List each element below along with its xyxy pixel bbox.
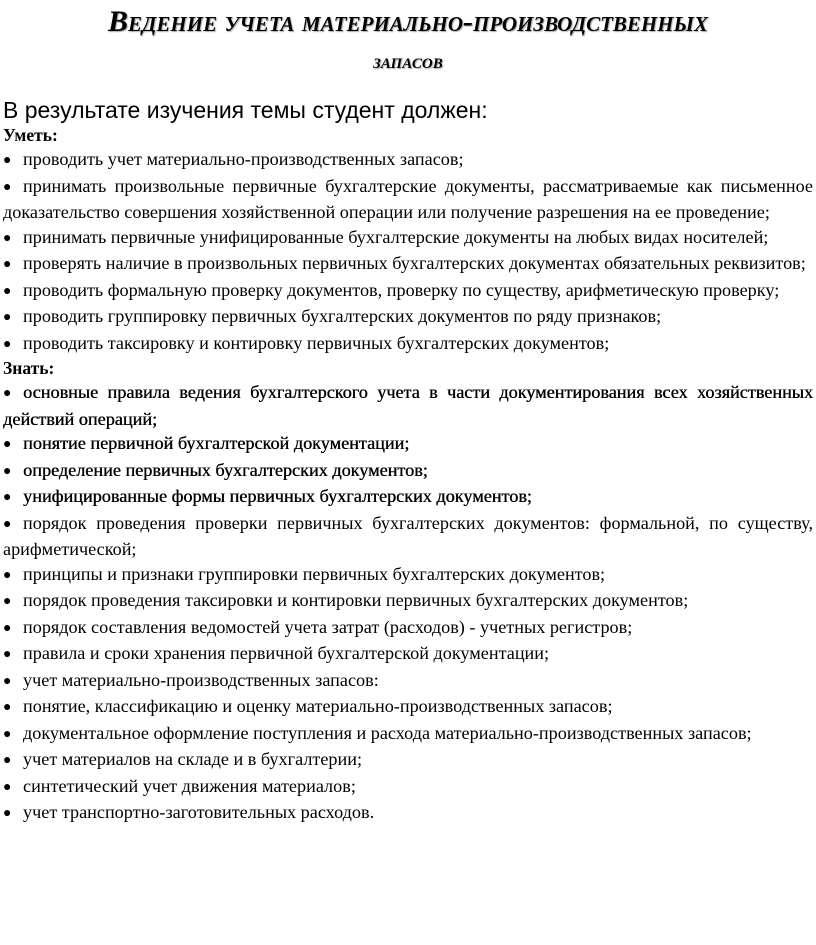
bullet-icon: ● (3, 230, 12, 246)
intro-text: В результате изучения темы студент должен: (3, 97, 488, 123)
list-item: ● учет транспортно-заготовительных расходов. (3, 800, 813, 827)
bullet-icon: ● (3, 700, 12, 715)
list-item: ● определение первичных бухгалтерских документов; (3, 458, 813, 485)
list-item: ● принципы и признаки группировки первичных бухгалтерских документов; (3, 562, 813, 589)
knowledge-list (3, 380, 813, 827)
list-item: ● проводить группировку первичных бухгалтерских документов по ряду признаков; (3, 304, 813, 331)
list-item: ● учет материально-производственных запасов: (3, 668, 813, 695)
bullet-icon: ● (3, 806, 12, 821)
bullet-icon: ● (3, 726, 12, 742)
list-item: ● порядок проведения таксировки и контировки первичных бухгалтерских документов; (3, 588, 813, 615)
section-skills (3, 124, 813, 357)
bullet-icon: ● (3, 594, 12, 609)
title-line-2: запасов (373, 48, 443, 73)
document-title (3, 0, 813, 78)
bullet-icon: ● (3, 463, 12, 479)
list-item: ● понятие, классификацию и оценку материально-производственных запасов; (3, 694, 813, 721)
bullet-icon: ● (3, 386, 12, 401)
bullet-icon: ● (3, 336, 12, 352)
list-item: ● правила и сроки хранения первичной бухгалтерской документации; (3, 641, 813, 668)
list-item: ● проводить таксировку и контировку первичных бухгалтерских документов; (3, 331, 813, 358)
bullet-icon: ● (3, 620, 12, 636)
section-knowledge (3, 357, 813, 827)
title-line-1: Ведение учета материально-производственных (108, 5, 708, 38)
section-heading-skills: Уметь: (3, 125, 58, 145)
bullet-icon: ● (3, 153, 12, 168)
bullet-icon: ● (3, 283, 12, 299)
bullet-icon: ● (3, 567, 12, 583)
list-item: ● принимать первичные унифицированные бухгалтерские документы на любых видах носителей; (3, 225, 813, 252)
list-item: ● понятие первичной бухгалтерской документации; (3, 431, 813, 458)
list-item: ● проводить учет материально-производственных запасов; (3, 147, 813, 174)
bullet-icon: ● (3, 257, 12, 272)
list-item: ● синтетический учет движения материалов; (3, 774, 813, 801)
bullet-icon: ● (3, 516, 12, 532)
bullet-icon: ● (3, 179, 12, 195)
list-item: ● учет материалов на складе и в бухгалтерии; (3, 747, 813, 774)
list-item: ● проверять наличие в произвольных первичных бухгалтерских документах обязательных реквизитов; (3, 251, 813, 278)
skills-list (3, 147, 813, 357)
list-item: ● порядок проведения проверки первичных бухгалтерских документов: формальной, по существу, арифметической; (3, 512, 813, 559)
bullet-icon: ● (3, 647, 12, 662)
bullet-icon: ● (3, 673, 12, 689)
bullet-icon: ● (3, 490, 12, 505)
bullet-icon: ● (3, 779, 12, 795)
list-item: ● принимать произвольные первичные бухгалтерские документы, рассматриваемые как письменное доказательство совершения хозяйственной операции или получение разрешения на ее проведение; (3, 175, 813, 222)
list-item: ● основные правила ведения бухгалтерского учета в части документирования всех хозяйственных действий операций; (3, 382, 813, 429)
bullet-icon: ● (3, 753, 12, 768)
list-item: ● проводить формальную проверку документов, проверку по существу, арифметическую проверку; (3, 278, 813, 305)
bullet-icon: ● (3, 310, 12, 325)
list-item: ● унифицированные формы первичных бухгалтерских документов; (3, 484, 813, 511)
list-item: ● документальное оформление поступления и расхода материально-производственных запасов; (3, 721, 813, 748)
bullet-icon: ● (3, 437, 12, 452)
list-item: ● порядок составления ведомостей учета затрат (расходов) - учетных регистров; (3, 615, 813, 642)
section-heading-knowledge: Знать: (3, 358, 55, 378)
